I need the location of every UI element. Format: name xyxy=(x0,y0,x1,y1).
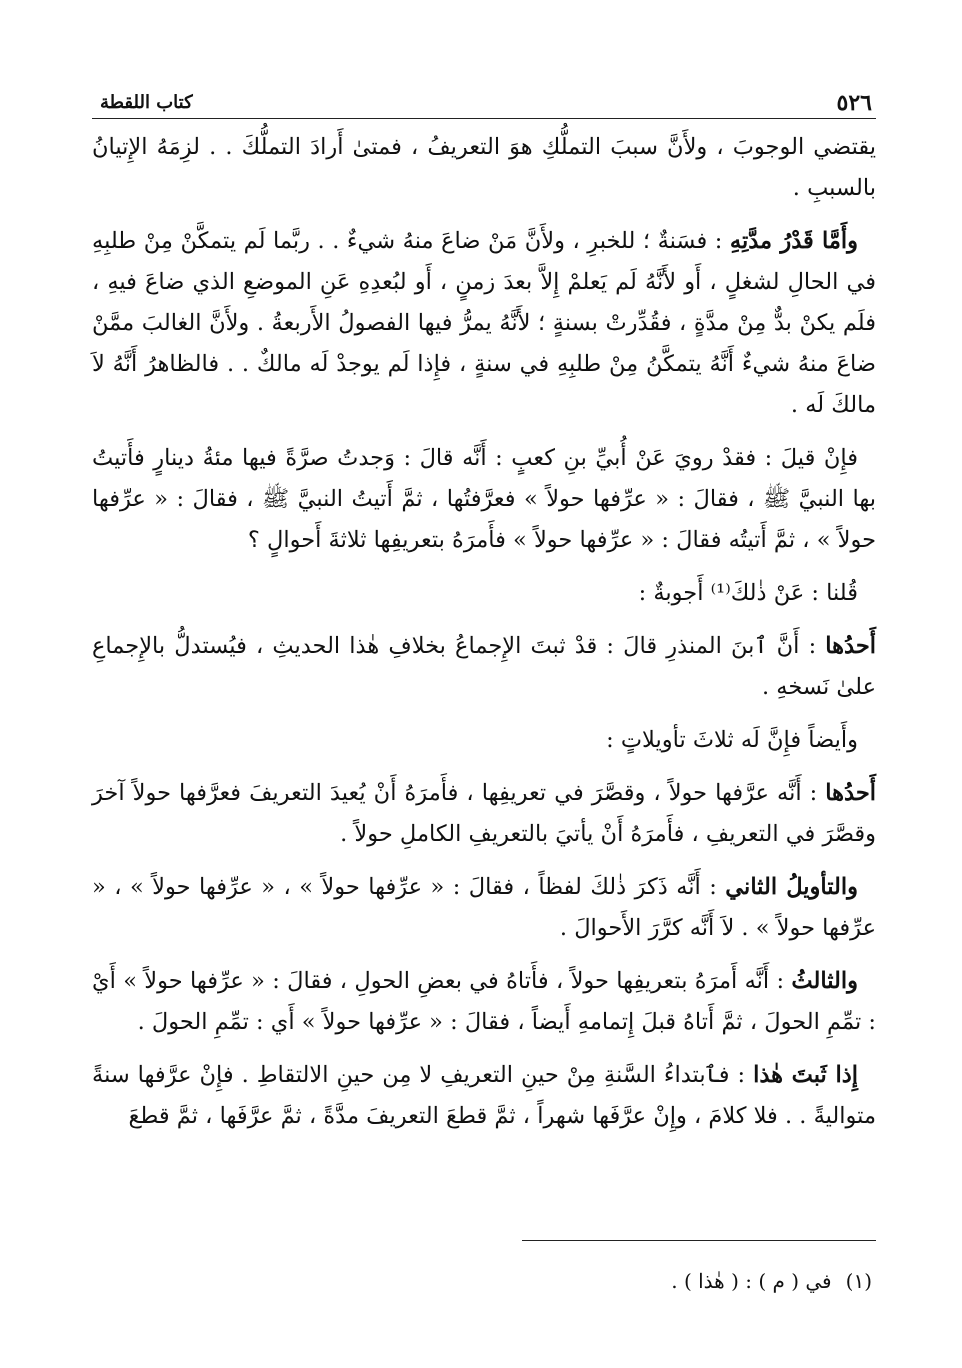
paragraph xyxy=(92,127,876,209)
paragraph-text: : أَنَّ ٱبنَ المنذرِ قالَ : قدْ ثبتَ الإِجماعُ بخلافِ هٰذا الحديثِ ، فيُستدلُّ بالإِجماعِ علىٰ نَسخهِ . xyxy=(92,633,876,700)
main-text xyxy=(92,127,876,1137)
paragraph xyxy=(92,867,876,949)
paragraph xyxy=(92,626,876,708)
footnote xyxy=(671,1266,872,1296)
paragraph-heading: والتأويلُ الثاني xyxy=(725,874,858,900)
page-number: ٥٢٦ xyxy=(836,90,872,116)
paragraph-text: : أَنَّه عرَّفها حولاً ، وقصَّرَ في تعريفِها ، فأَمرَهُ أَنْ يُعيدَ التعريفَ فعرَّفها حولاً آخرَ وقصَّرَ في التعريفِ ، فأَمرَهُ أَنْ يأتيَ بالتعريفِ الكاملِ حولاً . xyxy=(92,780,876,847)
paragraph-heading: أَحدُها xyxy=(825,633,876,659)
paragraph xyxy=(92,961,876,1043)
paragraph-heading: إِذا ثَبتَ هٰذا xyxy=(753,1062,858,1088)
paragraph-text: : أَنَّه أَمرَهُ بتعريفِها حولاً ، فأَتاهُ في بعضِ الحولِ ، فقالَ : « عرِّفها حولاً » أَيْ : تمِّمِ الحولَ ، ثمَّ أَتاهُ قبلَ إِتمامهِ أَيضاً ، فقالَ : « عرِّفها حولاً » أَي : تمِّمِ الحولَ . xyxy=(92,968,876,1035)
paragraph xyxy=(92,573,876,614)
paragraph-text: : أَنَّه ذَكرَ ذٰلكَ لفظاً ، فقالَ : « عرِّفها حولاً » ، « عرِّفها حولاً » ، « عرِّفها حولاً » . لاَ أَنَّه كرَّرَ الأَحوالَ . xyxy=(92,874,876,941)
paragraph-text: فإِنْ قيلَ : فقدْ رويَ عَنْ أُبيِّ بنِ كعبٍ : أَنَّه قالَ : وَجدتُ صرَّةً فيها مئةُ دينارٍ فأَتيتُ بها النبيَّ ﷺ ، فقالَ : « عرِّفها حولاً » فعرَّفتُها ، ثمَّ أَتيتُ النبيَّ ﷺ ، فقالَ : « عرِّفها حولاً » ، ثمَّ أَتيتُه فقالَ : « عرِّفها حولاً » فأَمرَهُ بتعريفِها ثلاثةَ أَحوالٍ ؟ xyxy=(92,445,876,553)
paragraph xyxy=(92,773,876,855)
paragraph-text: يقتضي الوجوبَ ، ولأَنَّ سببَ التملُّكِ هوَ التعريفُ ، فمتىٰ أَرادَ التملُّكَ . . لزِمَهُ الإِتيانُ بالسببِ . xyxy=(92,134,876,201)
paragraph-text: : فسَنةٌ ؛ للخبرِ ، ولأَنَّ مَنْ ضاعَ منهُ شيءٌ . . ربَّما لَم يتمكَّنْ مِنْ طلبِهِ في الحالِ لشغلٍ ، أَو لأَنَّهُ لَم يَعلمْ إِلاَّ بعدَ زمنٍ ، أَو لبُعدِهِ عَنِ الموضعِ الذي ضاعَ فيهِ ، فلَم يكنْ بدٌّ مِنْ مدَّةٍ ، فقُدِّرتْ بسنةٍ ؛ لأَنَّهُ يمرُّ فيها الفصولُ الأَربعةُ . ولأَنَّ الغالبَ ممَّنْ ضاعَ منهُ شيءٌ أَنَّهُ يتمكَّنُ مِنْ طلبِهِ في سنةٍ ، فإِذا لَم يوجدْ لَه مالكٌ . . فالظاهرُ أَنَّهُ لاَ مالكَ لَه . xyxy=(92,228,876,418)
running-title: كتاب اللقطة xyxy=(100,92,193,113)
paragraph-text: : فٱبتداءُ السَّنةِ مِنْ حينِ التعريفِ لا مِن حينِ الالتقاطِ . فإِنْ عرَّفها سنةً متواليةً . . فلا كلامَ ، وإِنْ عرَّفَها شهراً ، ثمَّ قطعَ التعريفَ مدَّةً ، ثمَّ عرَّفَها ، ثمَّ قطعَ xyxy=(92,1062,876,1129)
paragraph xyxy=(92,221,876,426)
paragraph-heading: وأَمَّا قَدْرُ مدَّتِهِ xyxy=(729,228,859,254)
paragraph-heading: أَحدُها xyxy=(825,780,876,806)
paragraph xyxy=(92,1055,876,1137)
footnote-separator xyxy=(522,1240,876,1241)
paragraph-text: قُلنا : عَنْ ذٰلكَ⁽¹⁾ أَجوبةٌ : xyxy=(638,580,858,606)
paragraph xyxy=(92,720,876,761)
document-page xyxy=(92,84,876,1324)
footnote-text: في ( م ) : ( هٰذا ) . xyxy=(671,1269,832,1293)
paragraph-text: وأَيضاً فإِنَّ لَه ثلاثَ تأويلاتٍ : xyxy=(606,727,858,753)
page-header xyxy=(92,84,876,119)
footnote-marker: (١) xyxy=(845,1269,872,1293)
paragraph-heading: والثالثُ xyxy=(791,968,858,994)
paragraph xyxy=(92,438,876,561)
